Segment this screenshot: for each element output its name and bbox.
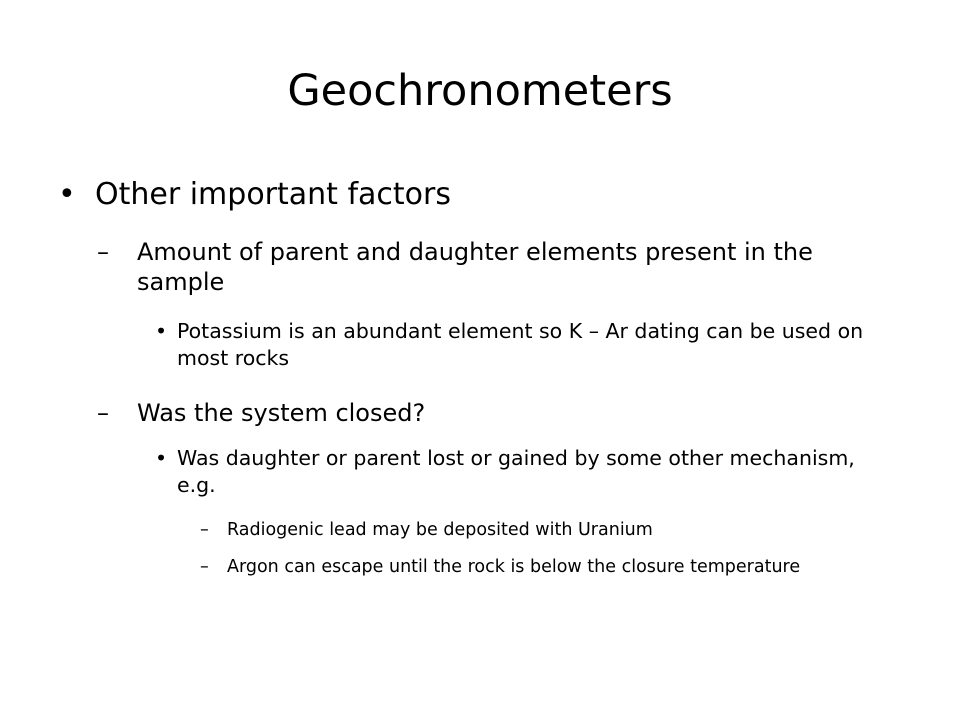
bullet-marker: •: [58, 177, 76, 212]
bullet-level1: [58, 178, 918, 212]
bullet-text: Was the system closed?: [137, 399, 426, 427]
bullet-marker: •: [155, 446, 168, 470]
dash-marker: –: [200, 557, 209, 577]
bullet-level3: [155, 318, 895, 372]
bullet-text: Other important factors: [95, 177, 451, 212]
dash-marker: –: [97, 238, 109, 266]
bullet-text: Argon can escape until the rock is below the closure temperature: [227, 557, 801, 577]
bullet-text: Amount of parent and daughter elements present in the sample: [137, 238, 813, 296]
bullet-level2: [97, 237, 897, 297]
bullet-text: Radiogenic lead may be deposited with Uranium: [227, 520, 653, 540]
bullet-level4: [200, 555, 900, 579]
slide-title: Geochronometers: [287, 66, 673, 116]
bullet-level4: [200, 518, 900, 542]
bullet-text: Was daughter or parent lost or gained by some other mechanism, e.g.: [177, 446, 855, 497]
bullet-level2: [97, 398, 897, 428]
bullet-level3: [155, 445, 895, 499]
bullet-text: Potassium is an abundant element so K – Ar dating can be used on most rocks: [177, 319, 864, 370]
dash-marker: –: [97, 399, 109, 427]
dash-marker: –: [200, 520, 209, 540]
bullet-marker: •: [155, 319, 168, 343]
